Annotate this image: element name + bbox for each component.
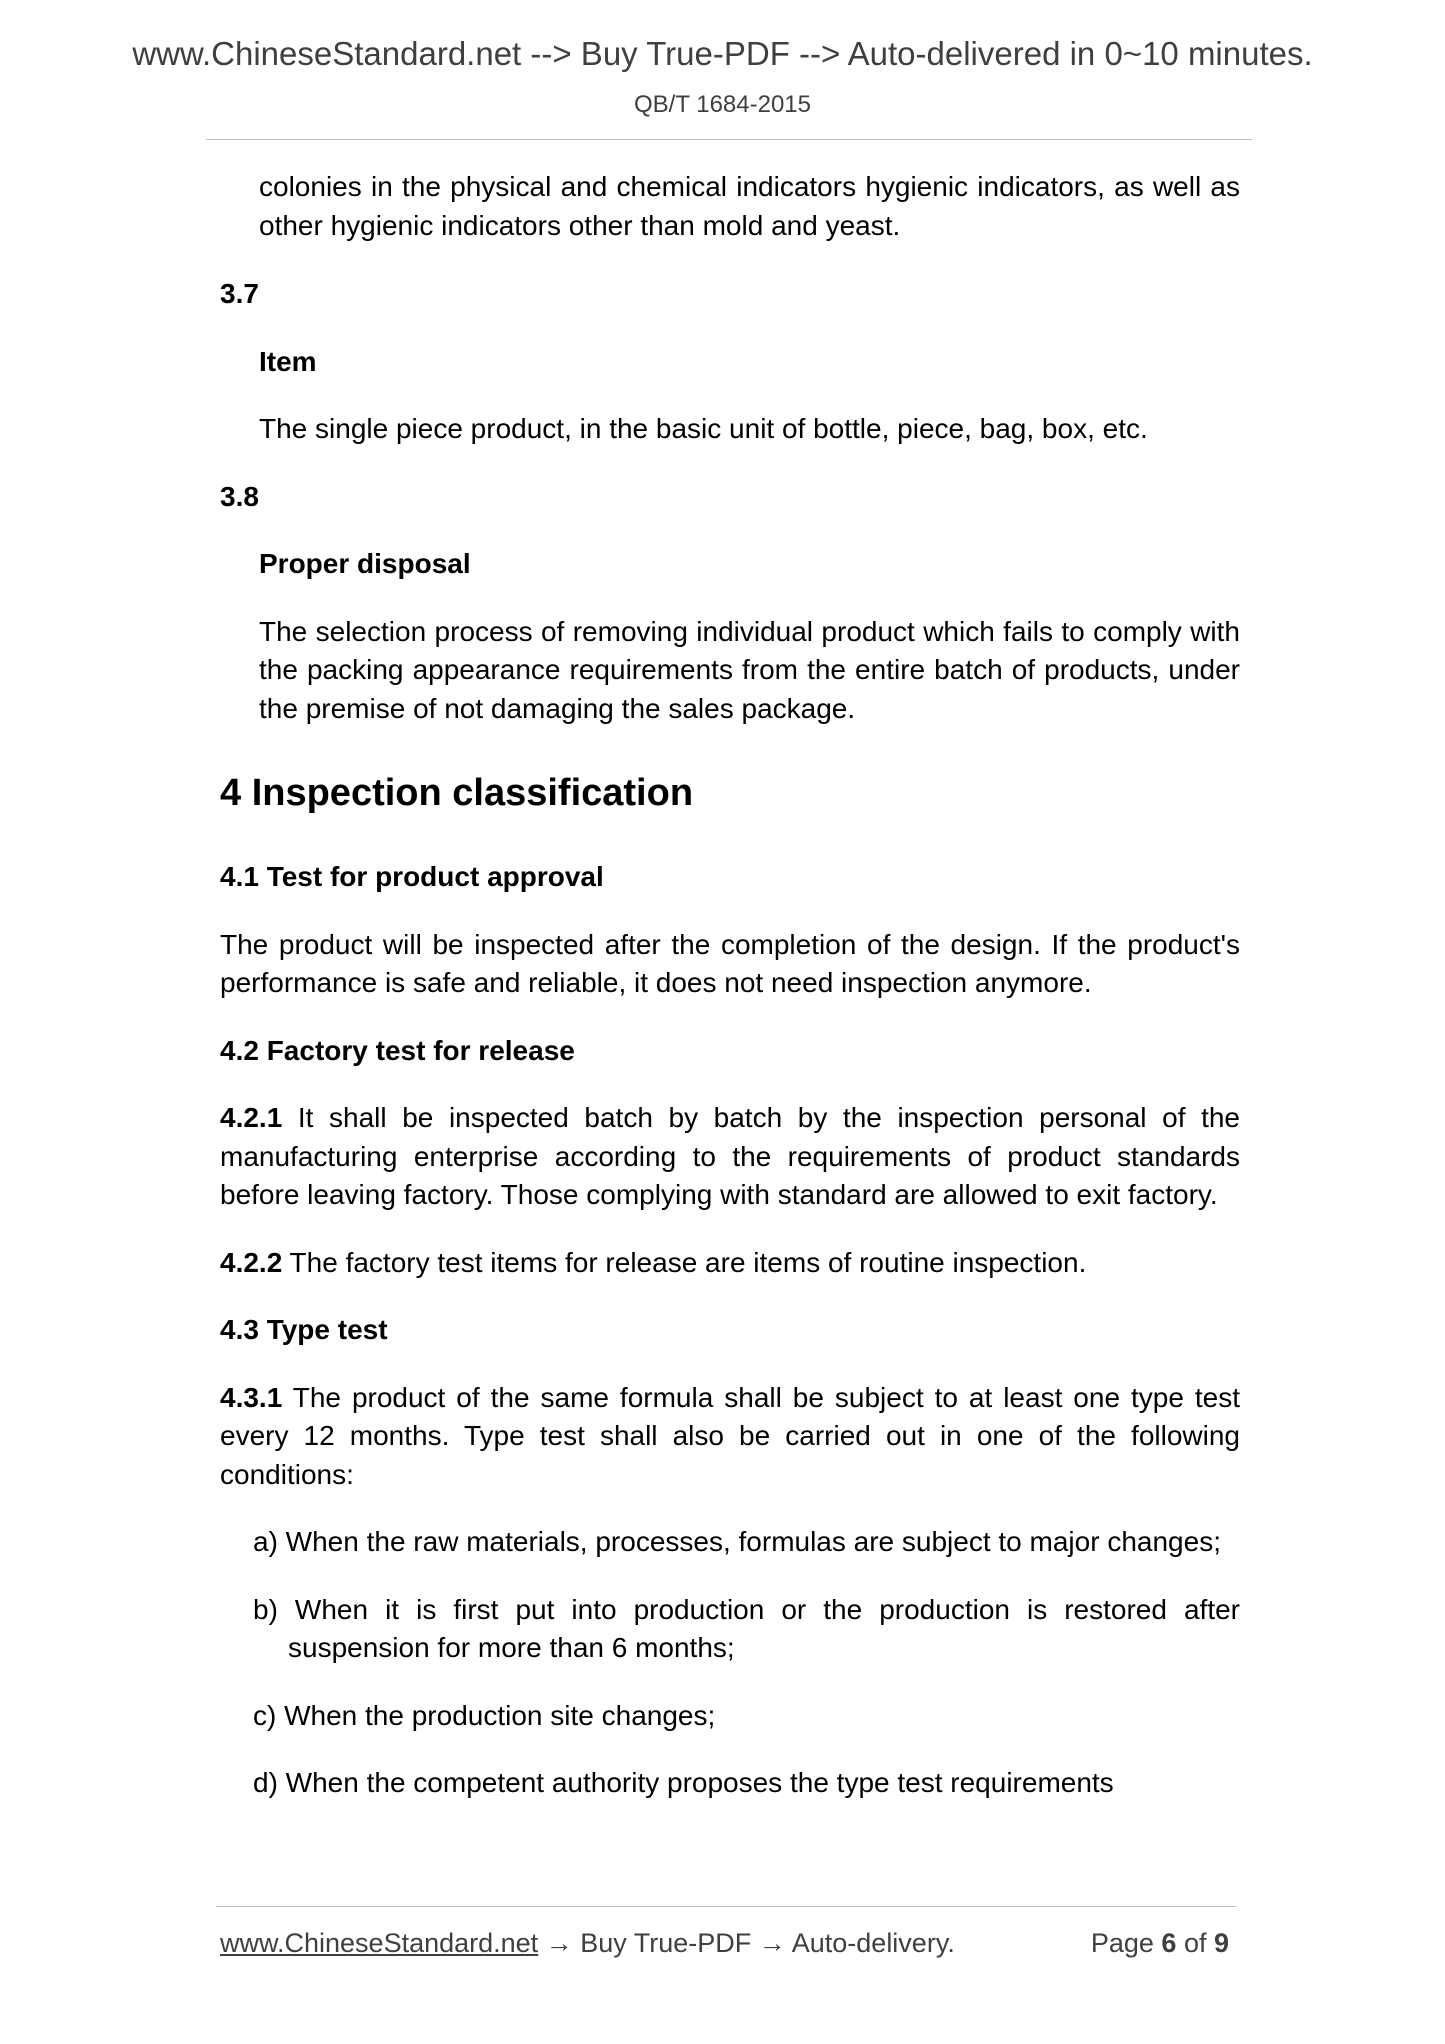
page-of: of xyxy=(1176,1928,1214,1958)
list-item: c) When the production site changes; xyxy=(253,1699,716,1731)
list-item: b) When it is first put into production or the production is restored after suspension for more than 6 months; xyxy=(253,1593,1240,1663)
page-total: 9 xyxy=(1213,1928,1229,1958)
definition-item: The single piece product, in the basic unit of bottle, piece, bag, box, etc. xyxy=(259,413,1148,444)
clause-number-4-3-1: 4.3.1 xyxy=(220,1381,283,1413)
paragraph-4-3-1 xyxy=(220,1379,1240,1495)
footer-divider xyxy=(216,1906,1236,1907)
clause-text-4-2-1: It shall be inspected batch by batch by the inspection personal of the manufacturing enterprise according to the requirements of product standards before leaving factory. Those complying with standard are allowed to exit factory. xyxy=(220,1102,1240,1210)
paragraph-4-2-1 xyxy=(220,1099,1240,1215)
document-body xyxy=(220,168,1240,1803)
clause-text-4-2-2: The factory test items for release are items of routine inspection. xyxy=(282,1246,1087,1278)
page-current: 6 xyxy=(1161,1928,1177,1958)
list-item: d) When the competent authority proposes the type test requirements xyxy=(253,1767,1114,1798)
header-banner: www.ChineseStandard.net --> Buy True-PDF --> Auto-delivered in 0~10 minutes. xyxy=(132,35,1313,72)
heading-4-1: 4.1 Test for product approval xyxy=(220,861,604,892)
clause-number-4-2-1: 4.2.1 xyxy=(220,1102,283,1133)
site-link[interactable]: www.ChineseStandard.net xyxy=(220,1928,539,1958)
definition-proper-disposal: The selection process of removing individual product which fails to comply with the packing appearance requirements from the entire batch of products, under the premise of not damaging the sales package. xyxy=(259,615,1240,724)
term-item: Item xyxy=(259,345,317,377)
clause-number-3-8: 3.8 xyxy=(220,480,259,512)
paragraph-4-1: The product will be inspected after the completion of the design. If the product's performance is safe and reliable, it does not need inspection anymore. xyxy=(220,928,1240,998)
clause-number-4-2-2: 4.2.2 xyxy=(220,1246,283,1278)
clause-text-4-3-1: The product of the same formula shall be subject to at least one type test every 12 months. Type test shall also be carried out in one of the following conditions: xyxy=(220,1381,1240,1490)
term-proper-disposal: Proper disposal xyxy=(259,548,471,579)
list-item: a) When the raw materials, processes, formulas are subject to major changes; xyxy=(253,1526,1221,1557)
footer-tagline: → Buy True-PDF → Auto-delivery. xyxy=(538,1928,955,1958)
heading-4-3: 4.3 Type test xyxy=(220,1314,388,1345)
clause-number-3-7: 3.7 xyxy=(220,278,259,309)
paragraph-4-2-2 xyxy=(220,1244,1240,1283)
heading-4-2: 4.2 Factory test for release xyxy=(220,1034,575,1066)
footer-left xyxy=(220,1926,955,1960)
page-indicator xyxy=(1091,1926,1229,1960)
document-number: QB/T 1684-2015 xyxy=(633,91,811,118)
intro-paragraph: colonies in the physical and chemical indicators hygienic indicators, as well as other hygienic indicators other than mold and yeast. xyxy=(259,171,1240,241)
section-title-inspection-classification: 4 Inspection classification xyxy=(220,772,694,814)
page-label: Page xyxy=(1090,1928,1162,1958)
header-divider xyxy=(206,139,1252,140)
